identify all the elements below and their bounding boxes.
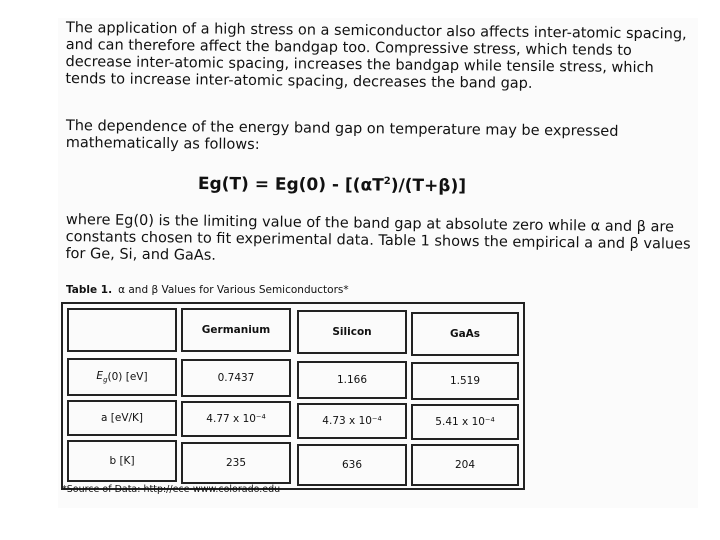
table-cell: 4.73 x 10⁻⁴ (297, 403, 407, 439)
table-cell: 235 (181, 442, 291, 484)
table-header-silicon: Silicon (297, 310, 407, 354)
table-caption-label: Table 1. (66, 284, 113, 296)
table-cell: 1.519 (411, 362, 519, 400)
table-cell: 204 (411, 444, 519, 486)
formula-right: )/(T+β)] (390, 175, 467, 197)
semiconductor-table (61, 302, 525, 490)
table-cell: 636 (297, 444, 407, 486)
table-cell: b [K] (67, 440, 177, 482)
table-cell-row1-label: $E_g$ (0) [eV] (67, 358, 177, 396)
table-header-germanium: Germanium (181, 308, 291, 352)
paragraph-constants: where Eg(0) is the limiting value of the band gap at absolute zero while α and β are constants chosen to fit experimental data. Table 1 shows the empirical a and β values for Ge, Si, and GaAs. (65, 212, 691, 264)
table-cell: 4.77 x 10⁻⁴ (181, 401, 291, 437)
paragraph-temperature: The dependence of the energy band gap on temperature may be expressed mathematically as follows: (65, 118, 619, 154)
bandgap-formula (198, 174, 466, 196)
formula-left: Eg(T) = Eg(0) - [(αT (197, 174, 384, 196)
paragraph-stress: The application of a high stress on a semiconductor also affects inter-atomic spacing, and can therefore affect the bandgap too. Compressive stress, which tends to decrease inter-atomic spacing, increases the bandgap while tensile stress, which tends to increase inter-atomic spacing, decreases the band gap. (65, 20, 687, 92)
table-cell: 1.166 (297, 361, 407, 399)
source-note: *Source of Data: http://ece-www.colorado.edu (62, 484, 281, 495)
table-caption-text: α and β Values for Various Semiconductors* (118, 284, 349, 296)
formula-exponent: 2 (383, 175, 391, 188)
table-caption (66, 284, 349, 296)
table-cell: a [eV/K] (67, 400, 177, 436)
table-header-gaas: GaAs (411, 312, 519, 356)
table-header-empty (67, 308, 177, 352)
table-cell: 5.41 x 10⁻⁴ (411, 404, 519, 440)
table-cell: 0.7437 (181, 359, 291, 397)
